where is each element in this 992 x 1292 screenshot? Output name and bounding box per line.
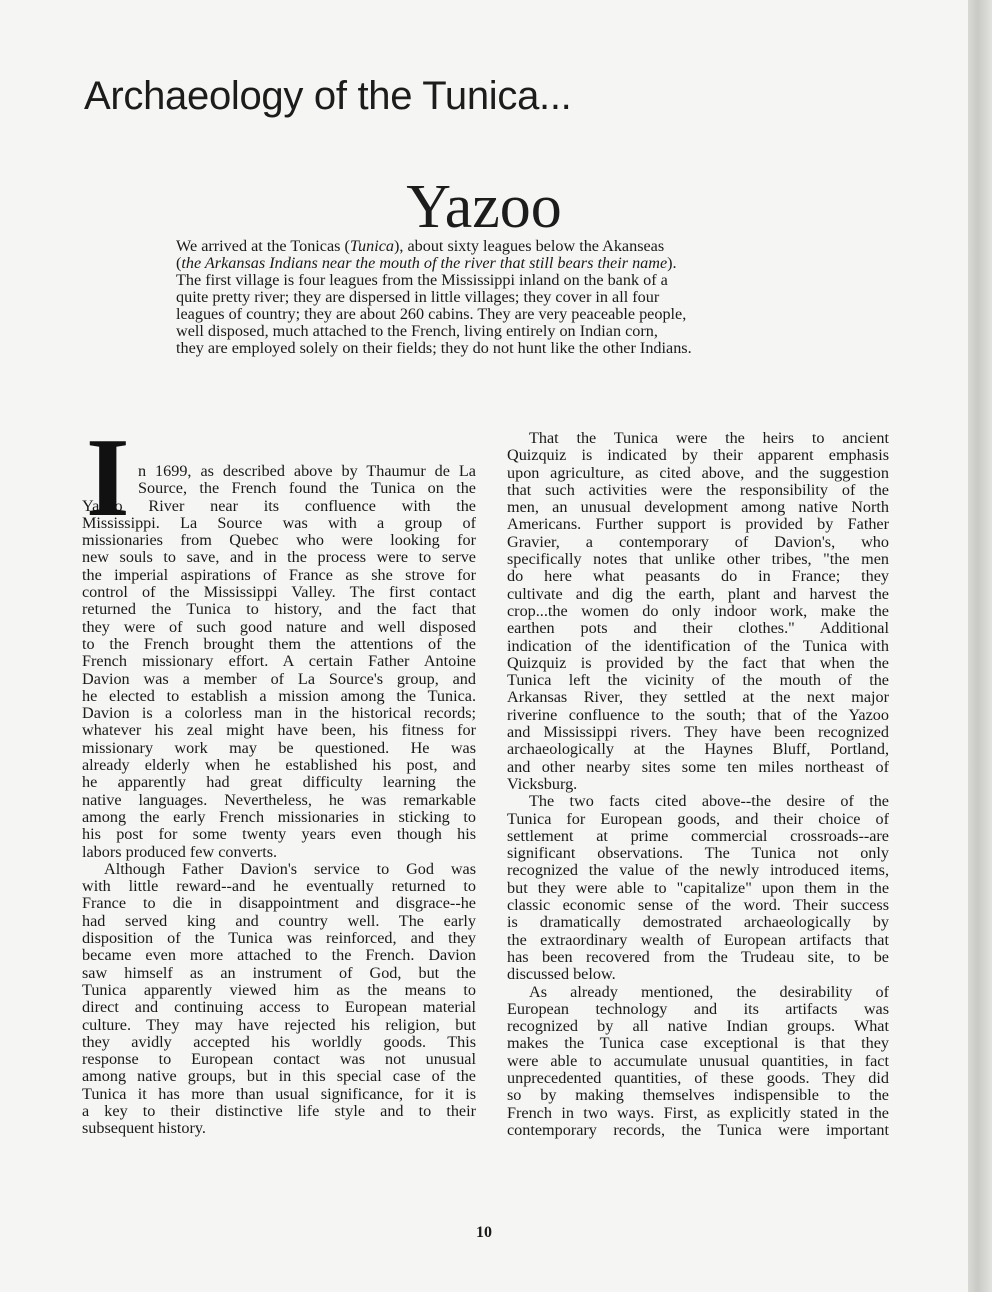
text-line: crop...the women do only indoor work, make the: [507, 602, 889, 620]
text-line: cultivate and dig the earth, plant and harvest the: [507, 585, 889, 603]
text-line: settlement at prime commercial crossroads--are: [507, 827, 889, 845]
text-line: missionary work may be questioned. He was: [82, 739, 476, 757]
text-line: Arkansas River, they settled at the next major: [507, 689, 889, 707]
text-line: classic economic sense of the word. Their success: [507, 897, 889, 915]
text-line: contemporary records, the Tunica were important: [507, 1121, 889, 1139]
intro-italic-text: the Arkansas Indians near the mouth of the river that still bears their name: [181, 254, 668, 272]
text-line: French in two ways. First, as explicitly stated in the: [507, 1104, 889, 1122]
text-line: specifically notes that unlike other tribes, "the men: [507, 551, 889, 569]
text-line: do here what peasants do in France; they: [507, 568, 889, 586]
left-column: [82, 416, 476, 1138]
text-line: France to die in disappointment and disgrace--he: [82, 895, 476, 913]
text-line: Although Father Davion's service to God was: [104, 860, 476, 878]
text-line: significant observations. The Tunica not only: [507, 845, 889, 863]
text-line: he elected to establish a mission among the Tunica.: [82, 687, 476, 705]
text-line: That the Tunica were the heirs to ancient: [529, 430, 889, 447]
intro-italic-text: Tunica: [349, 237, 394, 255]
text-line: European technology and its artifacts was: [507, 1000, 889, 1018]
text-line: to the French brought them the attentions of the: [82, 635, 476, 653]
text-line: his post for some twenty years even though his: [82, 826, 476, 844]
text-line: riverine confluence to the south; that of the Yazoo: [507, 706, 889, 724]
text-line: discussed below.: [507, 966, 616, 984]
text-line: culture. They may have rejected his religion, but: [82, 1016, 476, 1034]
text-line: control of the Mississippi Valley. The first contact: [82, 584, 476, 602]
text-line: he apparently had great difficulty learning the: [82, 774, 476, 792]
text-line: Tunica apparently viewed him as the means to: [82, 981, 476, 999]
text-line: they were of such good nature and well disposed: [82, 618, 476, 636]
text-line: disposition of the Tunica was reinforced, and they: [82, 930, 476, 948]
text-line: new souls to save, and in the process were to serve: [82, 549, 476, 567]
right-column: [507, 430, 889, 1139]
text-line: Davion is a colorless man in the historical records;: [82, 705, 476, 723]
intro-text: leagues of country; they are about 260 cabins. They are very peaceable people,: [176, 305, 687, 323]
intro-quote: [176, 238, 776, 357]
intro-line: [176, 323, 776, 340]
text-line: that such activities were the responsibility of the: [507, 481, 889, 499]
text-line: archaeologically at the Haynes Bluff, Portland,: [507, 741, 889, 759]
intro-text: ).: [667, 254, 677, 272]
text-line: n 1699, as described above by Thaumur de La: [138, 463, 476, 480]
intro-line: [176, 289, 776, 306]
text-line: were able to accumulate unusual quantities, in fact: [507, 1052, 889, 1070]
text-line: and Mississippi rivers. They have been recognized: [507, 724, 889, 742]
text-line: they avidly accepted his worldly goods. This: [82, 1033, 476, 1051]
text-line: Quizquiz is provided by the fact that when the: [507, 654, 889, 672]
text-line: labors produced few converts.: [82, 843, 278, 861]
text-line: The two facts cited above--the desire of the: [529, 793, 889, 811]
text-line: indication of the identification of the Tunica with: [507, 637, 889, 655]
text-line: saw himself as an instrument of God, but the: [82, 964, 476, 982]
text-line: unprecedented quantities, of these goods. They did: [507, 1069, 889, 1087]
intro-line: [176, 306, 776, 323]
text-line: the imperial aspirations of France as she strove for: [82, 566, 476, 584]
text-line: men, an unusual development among native North: [507, 499, 889, 517]
text-line: French missionary effort. A certain Father Antoine: [82, 653, 476, 671]
text-line: recognized by all native Indian groups. What: [507, 1018, 889, 1036]
intro-text: they are employed solely on their fields; they do not hunt like the other Indians.: [176, 339, 692, 357]
intro-text: ), about sixty leagues below the Akanseas: [393, 237, 665, 255]
page-edge-shadow: [968, 0, 992, 1292]
intro-text: We arrived at the Tonicas (: [176, 237, 350, 255]
text-line: As already mentioned, the desirability of: [529, 983, 889, 1001]
intro-line: [176, 255, 776, 272]
intro-text: The first village is four leagues from the Mississippi inland on the bank of a: [176, 271, 668, 289]
text-line: returned the Tunica to history, and the fact that: [82, 601, 476, 619]
intro-line: [176, 340, 776, 357]
text-line: among the early French missionaries in sticking to: [82, 808, 476, 826]
text-line: had served king and country well. The early: [82, 912, 476, 930]
text-line: the extraordinary wealth of European artifacts that: [507, 931, 889, 949]
text-line: Source, the French found the Tunica on the: [138, 480, 476, 498]
text-line: has been recovered from the Trudeau site, to be: [507, 948, 889, 966]
text-line: native languages. Nevertheless, he was remarkable: [82, 791, 476, 809]
intro-text: quite pretty river; they are dispersed in little villages; they cover in all four: [176, 288, 660, 306]
text-line: became even more attached to the French. Davion: [82, 947, 476, 965]
text-line: Yazoo River near its confluence with the: [82, 497, 476, 515]
text-line: with little reward--and he eventually returned to: [82, 878, 476, 896]
text-line: Mississippi. La Source was with a group of: [82, 514, 476, 532]
text-line: a key to their distinctive life style and to their: [82, 1102, 476, 1120]
series-title: Archaeology of the Tunica...: [84, 74, 572, 118]
intro-text: (: [176, 254, 182, 272]
text-line: but they were able to "capitalize" upon them in the: [507, 879, 889, 897]
text-line: Vicksburg.: [507, 775, 578, 793]
article-title: Yazoo: [406, 173, 562, 241]
text-line: Tunica it has more than usual significance, for it is: [82, 1085, 476, 1103]
text-line: Davion was a member of La Source's group, and: [82, 670, 476, 688]
text-line: makes the Tunica case exceptional is that they: [507, 1035, 889, 1053]
text-line: Tunica left the vicinity of the mouth of the: [507, 672, 889, 690]
text-line: response to European contact was not unusual: [82, 1051, 476, 1069]
text-line: Tunica for European goods, and their choice of: [507, 810, 889, 828]
text-line: subsequent history.: [82, 1120, 206, 1138]
intro-line: [176, 238, 776, 255]
text-line: Americans. Further support is provided by Father: [507, 516, 889, 534]
text-line: direct and continuing access to European material: [82, 999, 476, 1017]
text-line: Quizquiz is indicated by their apparent emphasis: [507, 447, 889, 465]
text-line: among native groups, but in this special case of the: [82, 1068, 476, 1086]
text-line: whatever his zeal might have been, his fitness for: [82, 722, 476, 740]
intro-text: well disposed, much attached to the French, living entirely on Indian corn,: [176, 322, 658, 340]
text-line: so by making themselves indispensible to the: [507, 1087, 889, 1105]
text-line: missionaries from Quebec who were looking for: [82, 532, 476, 550]
text-line: and other nearby sites some ten miles northeast of: [507, 758, 889, 776]
text-line: earthen pots and their clothes." Additional: [507, 620, 889, 638]
text-line: Gravier, a contemporary of Davion's, who: [507, 533, 889, 551]
text-line: already elderly when he established his post, and: [82, 757, 476, 775]
page-number: 10: [476, 1224, 492, 1241]
text-line: upon agriculture, as cited above, and the suggestion: [507, 464, 889, 482]
text-line: recognized the value of the newly introduced items,: [507, 862, 889, 880]
text-line: is dramatically demostrated archaeologically by: [507, 914, 889, 932]
drop-cap: I: [86, 416, 130, 540]
intro-line: [176, 272, 776, 289]
